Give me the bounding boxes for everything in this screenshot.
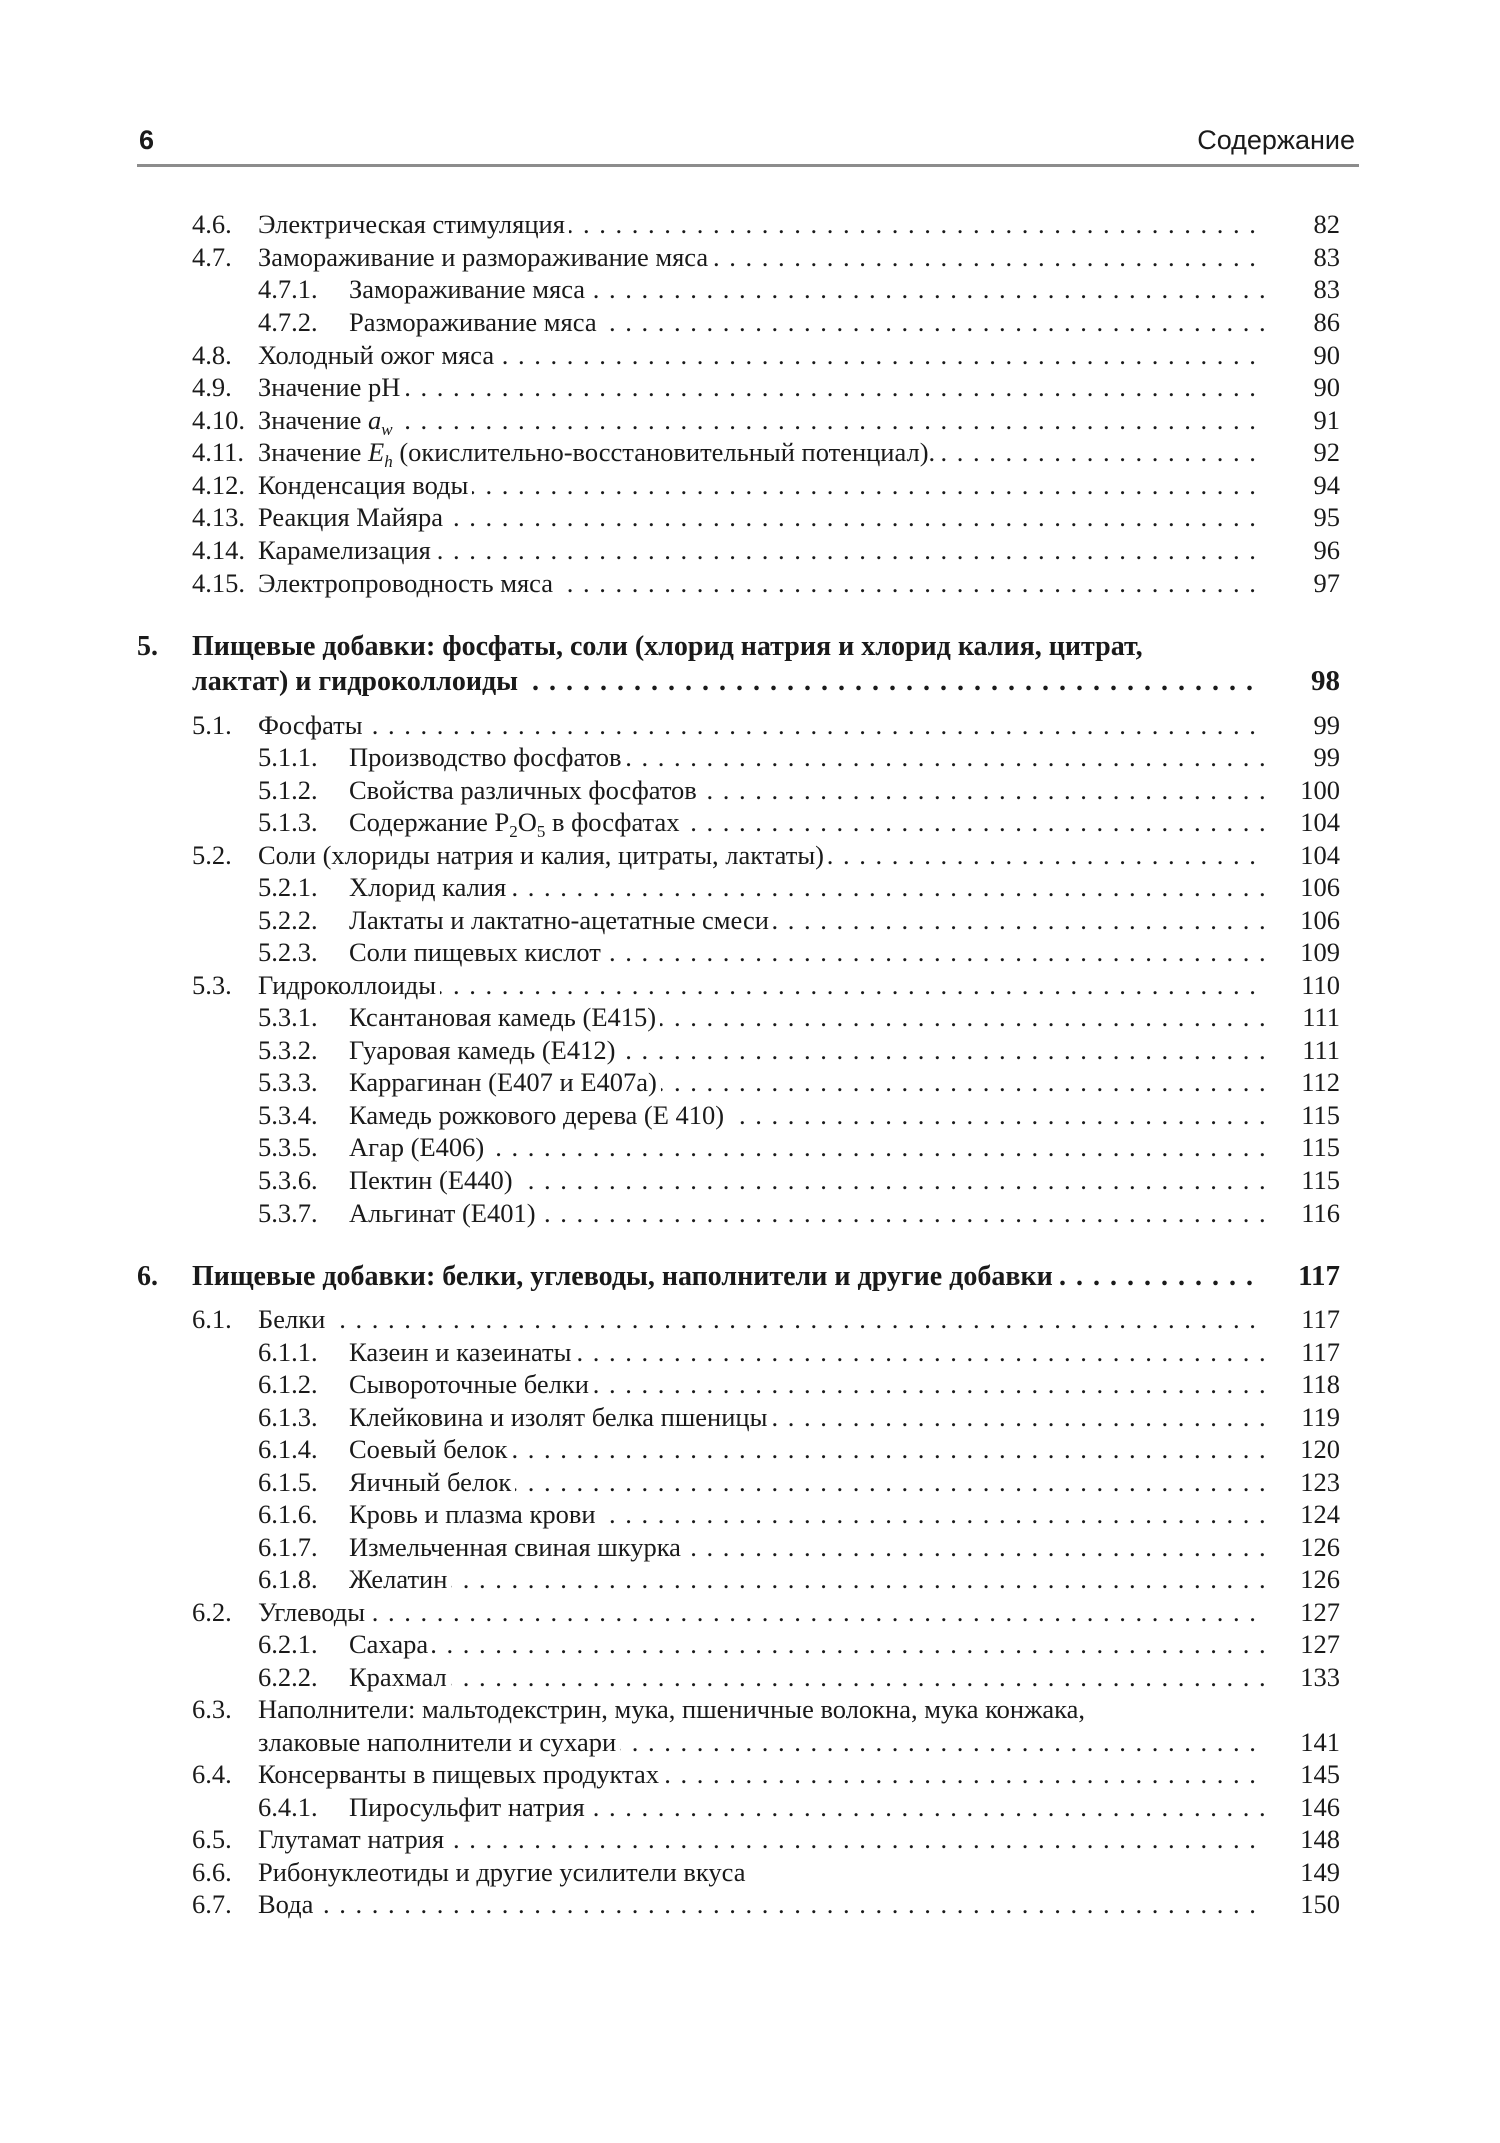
toc-entry-4-12[interactable] <box>0 469 1500 502</box>
entry-number: 4.13. <box>192 502 245 532</box>
entry-number: 5.2.3. <box>258 937 318 967</box>
entry-page: 145 <box>1300 1759 1340 1789</box>
entry-number: 4.7. <box>192 242 232 272</box>
entry-title: Альгинат (E401) <box>349 1198 540 1228</box>
entry-title: Соли (хлориды натрия и калия, цитраты, лактаты) <box>258 840 828 870</box>
entry-page: 115 <box>1301 1165 1340 1195</box>
toc-entry-6-1-5[interactable] <box>0 1466 1500 1499</box>
entry-title: Ксантановая камедь (E415) <box>349 1002 660 1032</box>
toc-entry-4-9[interactable] <box>0 371 1500 404</box>
toc-entry-6-1[interactable] <box>0 1303 1500 1336</box>
entry-number: 5.3.6. <box>258 1165 318 1195</box>
entry-title: Углеводы <box>258 1597 369 1627</box>
entry-page: 149 <box>1300 1857 1340 1887</box>
toc-entry-5-3-2[interactable] <box>0 1034 1500 1067</box>
entry-page: 133 <box>1300 1662 1340 1692</box>
entry-page: 100 <box>1300 775 1340 805</box>
entry-page: 90 <box>1313 340 1340 370</box>
toc-entry-5-1-2[interactable] <box>0 774 1500 807</box>
entry-page: 83 <box>1313 242 1340 272</box>
entry-page: 99 <box>1313 710 1340 740</box>
running-title: Содержание <box>1197 125 1355 155</box>
entry-title-line2: злаковые наполнители и сухари <box>258 1727 620 1757</box>
entry-number: 6.4. <box>192 1759 232 1789</box>
entry-number: 4.11. <box>192 437 245 467</box>
toc-entry-5-3-1[interactable] <box>0 1001 1500 1034</box>
entry-number: 6.1.6. <box>258 1499 318 1529</box>
entry-title: Гидроколлоиды <box>258 970 440 1000</box>
entry-page: 96 <box>1313 535 1340 565</box>
entry-number: 6.4.1. <box>258 1792 318 1822</box>
toc-entry-5-2-3[interactable] <box>0 936 1500 969</box>
chapter-number: 5. <box>137 631 158 662</box>
entry-title: Сывороточные белки <box>349 1369 593 1399</box>
toc-entry-5-3-3[interactable] <box>0 1066 1500 1099</box>
toc-entry-4-10[interactable] <box>0 404 1500 437</box>
entry-page: 82 <box>1313 209 1340 239</box>
entry-title: Содержание $P_2O_5$ в фосфатах <box>349 807 683 837</box>
entry-number: 4.10. <box>192 405 245 435</box>
entry-number: 5.3. <box>192 970 232 1000</box>
entry-title: Белки <box>258 1304 329 1334</box>
entry-title: Производство фосфатов <box>349 742 626 772</box>
toc-entry-4-7-1[interactable] <box>0 273 1500 306</box>
toc-entry-6-4[interactable] <box>0 1758 1500 1791</box>
entry-number: 6.3. <box>192 1694 232 1724</box>
entry-number: 6.2.2. <box>258 1662 318 1692</box>
entry-number: 5.1.2. <box>258 775 318 805</box>
entry-title: Консерванты в пищевых продуктах <box>258 1759 663 1789</box>
entry-number: 4.8. <box>192 340 232 370</box>
entry-page: 112 <box>1301 1067 1340 1097</box>
entry-number: 5.3.4. <box>258 1100 318 1130</box>
entry-page: 95 <box>1313 502 1340 532</box>
entry-number: 5.3.3. <box>258 1067 318 1097</box>
entry-number: 6.1. <box>192 1304 232 1334</box>
entry-title: Глутамат натрия <box>258 1824 448 1854</box>
toc-entry-4-15[interactable] <box>0 567 1500 600</box>
entry-page: 123 <box>1300 1467 1340 1497</box>
entry-title: Замораживание мяса <box>349 274 589 304</box>
entry-page: 127 <box>1300 1597 1340 1627</box>
entry-number: 5.2.2. <box>258 905 318 935</box>
entry-page: 97 <box>1313 568 1340 598</box>
toc-entry-5-3-6[interactable] <box>0 1164 1500 1197</box>
toc-entry-5-2[interactable] <box>0 839 1500 872</box>
toc-entry-6-3-cont <box>0 1726 1500 1759</box>
entry-number: 4.9. <box>192 372 232 402</box>
entry-page: 106 <box>1300 872 1340 902</box>
entry-number: 6.5. <box>192 1824 232 1854</box>
entry-page: 94 <box>1313 470 1340 500</box>
entry-page: 120 <box>1300 1434 1340 1464</box>
entry-number: 6.1.8. <box>258 1564 318 1594</box>
entry-page: 106 <box>1300 905 1340 935</box>
entry-number: 6.1.1. <box>258 1337 318 1367</box>
toc-entry-6-5[interactable] <box>0 1823 1500 1856</box>
entry-page: 127 <box>1300 1629 1340 1659</box>
page-number: 6 <box>139 125 155 155</box>
entry-title: Хлорид калия <box>349 872 510 902</box>
entry-number: 5.3.7. <box>258 1198 318 1228</box>
entry-page: 110 <box>1301 970 1340 1000</box>
entry-title: Размораживание мяса <box>349 307 601 337</box>
chapter-title-line1: Пищевые добавки: фосфаты, соли (хлорид натрия и хлорид калия, цитрат, <box>192 631 1147 662</box>
toc-entry-5-3[interactable] <box>0 969 1500 1002</box>
entry-number: 6.2.1. <box>258 1629 318 1659</box>
entry-page: 148 <box>1300 1824 1340 1854</box>
toc-entry-5-1-3[interactable] <box>0 806 1500 839</box>
toc-chapter-5-cont <box>0 665 1500 698</box>
entry-page: 119 <box>1301 1402 1340 1432</box>
entry-page: 99 <box>1313 742 1340 772</box>
toc-entry-4-13[interactable] <box>0 501 1500 534</box>
chapter-title-line2: лактат) и гидроколлоиды <box>192 666 522 697</box>
entry-number: 4.7.2. <box>258 307 318 337</box>
entry-title: Казеин и казеинаты <box>349 1337 575 1367</box>
toc-entry-6-1-3[interactable] <box>0 1401 1500 1434</box>
toc-entry-6-7[interactable] <box>0 1888 1500 1921</box>
entry-page: 150 <box>1300 1889 1340 1919</box>
toc-entry-6-1-4[interactable] <box>0 1433 1500 1466</box>
entry-title: Электропроводность мяса <box>258 568 557 598</box>
entry-number: 6.1.5. <box>258 1467 318 1497</box>
entry-page: 124 <box>1300 1499 1340 1529</box>
entry-page: 115 <box>1301 1100 1340 1130</box>
entry-number: 5.3.1. <box>258 1002 318 1032</box>
toc-entry-5-3-5[interactable] <box>0 1131 1500 1164</box>
toc-entry-4-14[interactable] <box>0 534 1500 567</box>
entry-page: 109 <box>1300 937 1340 967</box>
entry-number: 4.6. <box>192 209 232 239</box>
entry-title: Сахара <box>349 1629 432 1659</box>
entry-title: Камедь рожкового дерева (E 410) <box>349 1100 728 1130</box>
entry-page: 104 <box>1300 840 1340 870</box>
entry-title: Каррагинан (E407 и E407a) <box>349 1067 661 1097</box>
entry-page: 83 <box>1313 274 1340 304</box>
toc-entry-6-2-1[interactable] <box>0 1628 1500 1661</box>
entry-title: Фосфаты <box>258 710 367 740</box>
toc-entry-5-3-4[interactable] <box>0 1099 1500 1132</box>
entry-number: 5.1. <box>192 710 232 740</box>
entry-page: 141 <box>1300 1727 1340 1757</box>
toc-entry-5-2-2[interactable] <box>0 904 1500 937</box>
entry-number: 6.1.4. <box>258 1434 318 1464</box>
entry-number: 6.2. <box>192 1597 232 1627</box>
entry-page: 90 <box>1313 372 1340 402</box>
entry-title: Желатин <box>349 1564 451 1594</box>
entry-page: 118 <box>1301 1369 1340 1399</box>
toc-entry-6-4-1[interactable] <box>0 1791 1500 1824</box>
entry-number: 6.7. <box>192 1889 232 1919</box>
entry-page: 86 <box>1313 307 1340 337</box>
entry-number: 4.7.1. <box>258 274 318 304</box>
entry-title: Агар (E406) <box>349 1132 488 1162</box>
toc-entry-6-1-2[interactable] <box>0 1368 1500 1401</box>
toc-entry-5-2-1[interactable] <box>0 871 1500 904</box>
entry-page: 116 <box>1301 1198 1340 1228</box>
chapter-number: 6. <box>137 1261 158 1292</box>
toc-entry-6-1-6[interactable] <box>0 1498 1500 1531</box>
entry-number: 5.3.2. <box>258 1035 318 1065</box>
toc-entry-6-2-2[interactable] <box>0 1661 1500 1694</box>
entry-title: Замораживание и размораживание мяса <box>258 242 712 272</box>
entry-title: Конденсация воды <box>258 470 472 500</box>
entry-page: 126 <box>1300 1564 1340 1594</box>
entry-number: 5.1.1. <box>258 742 318 772</box>
toc-entry-4-6[interactable] <box>0 208 1500 241</box>
entry-title: Реакция Майяра <box>258 502 447 532</box>
entry-title: Измельченная свиная шкурка <box>349 1532 685 1562</box>
toc-entry-6-1-1[interactable] <box>0 1336 1500 1369</box>
entry-title: Значение pH <box>258 372 404 402</box>
entry-number: 5.1.3. <box>258 807 318 837</box>
entry-number: 6.6. <box>192 1857 232 1887</box>
entry-title-line1: Наполнители: мальтодекстрин, мука, пшеничные волокна, мука конжака, <box>258 1694 1089 1724</box>
toc-entry-6-2[interactable] <box>0 1596 1500 1629</box>
entry-page: 111 <box>1302 1002 1340 1032</box>
chapter-page: 117 <box>1298 1260 1340 1292</box>
entry-title: Крахмал <box>349 1662 451 1692</box>
entry-page: 115 <box>1301 1132 1340 1162</box>
entry-page: 92 <box>1313 437 1340 467</box>
entry-page: 91 <box>1313 405 1340 435</box>
toc-chapter-6[interactable] <box>0 1260 1500 1293</box>
entry-title: Свойства различных фосфатов <box>349 775 701 805</box>
toc-entry-5-3-7[interactable] <box>0 1197 1500 1230</box>
entry-page: 126 <box>1300 1532 1340 1562</box>
entry-title: Соли пищевых кислот <box>349 937 605 967</box>
toc-entry-6-1-8[interactable] <box>0 1563 1500 1596</box>
entry-title: Яичный белок <box>349 1467 515 1497</box>
entry-number: 5.3.5. <box>258 1132 318 1162</box>
entry-title: Электрическая стимуляция <box>258 209 569 239</box>
toc-entry-6-3[interactable] <box>0 1693 1500 1726</box>
entry-title: Холодный ожог мяса <box>258 340 498 370</box>
toc-chapter-5[interactable] <box>0 630 1500 663</box>
entry-number: 6.1.2. <box>258 1369 318 1399</box>
toc-entry-4-11[interactable] <box>0 436 1500 469</box>
entry-page: 146 <box>1300 1792 1340 1822</box>
entry-page: 111 <box>1302 1035 1340 1065</box>
entry-number: 5.2. <box>192 840 232 870</box>
entry-page: 117 <box>1301 1304 1340 1334</box>
toc-entry-6-6[interactable] <box>0 1856 1500 1889</box>
toc-entry-5-1-1[interactable] <box>0 741 1500 774</box>
entry-number: 6.1.7. <box>258 1532 318 1562</box>
entry-number: 5.2.1. <box>258 872 318 902</box>
toc-entry-4-8[interactable] <box>0 339 1500 372</box>
entry-title: Гуаровая камедь (E412) <box>349 1035 619 1065</box>
entry-title: Соевый белок <box>349 1434 511 1464</box>
entry-page: 104 <box>1300 807 1340 837</box>
entry-number: 4.15. <box>192 568 245 598</box>
entry-number: 6.1.3. <box>258 1402 318 1432</box>
chapter-page: 98 <box>1311 665 1340 697</box>
entry-title: Пектин (E440) <box>349 1165 517 1195</box>
entry-title: Вода <box>258 1889 317 1919</box>
toc-entry-5-1[interactable] <box>0 709 1500 742</box>
entry-title: Пиросульфит натрия <box>349 1792 589 1822</box>
toc-entry-6-1-7[interactable] <box>0 1531 1500 1564</box>
toc-entry-4-7-2[interactable] <box>0 306 1500 339</box>
entry-title: Кровь и плазма крови <box>349 1499 600 1529</box>
toc-entry-4-7[interactable] <box>0 241 1500 274</box>
entry-number: 4.14. <box>192 535 245 565</box>
entry-title: Карамелизация <box>258 535 435 565</box>
entry-title: Лактаты и лактатно-ацетатные смеси <box>349 905 773 935</box>
entry-number: 4.12. <box>192 470 245 500</box>
entry-title: Значение $a_w$ <box>258 405 397 435</box>
entry-title: Клейковина и изолят белка пшеницы <box>349 1402 771 1432</box>
entry-title: Рибонуклеотиды и другие усилители вкуса <box>258 1857 749 1887</box>
entry-title: Значение $E_h$ (окислительно-восстановительный потенциал). <box>258 437 939 467</box>
chapter-title: Пищевые добавки: белки, углеводы, наполнители и другие добавки <box>192 1261 1057 1292</box>
entry-page: 117 <box>1301 1337 1340 1367</box>
